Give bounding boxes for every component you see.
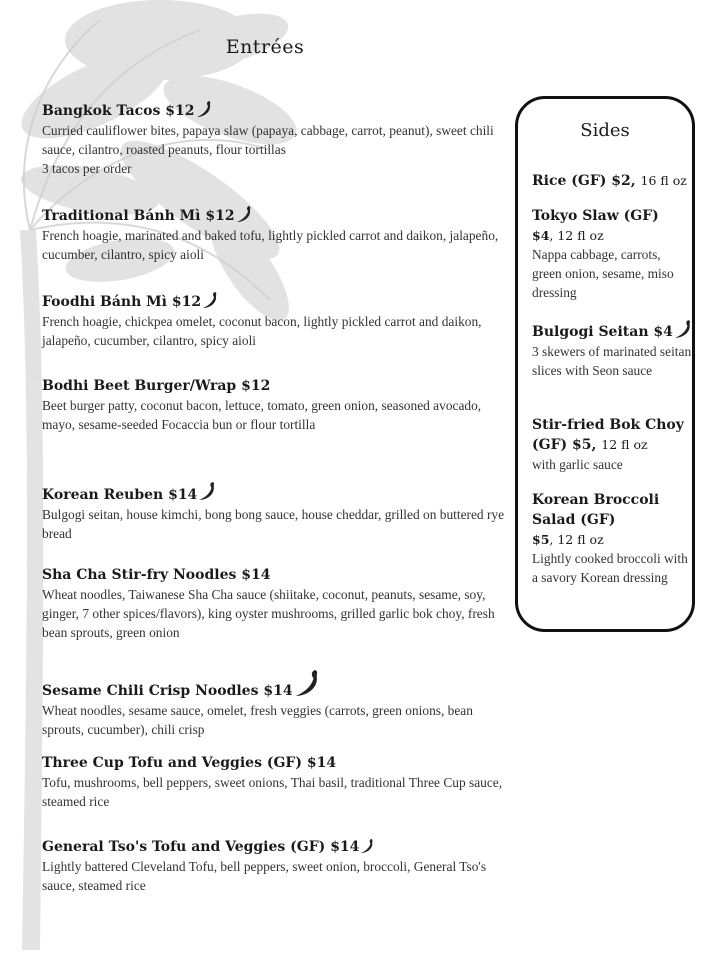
side-item [532,171,692,191]
side-price: $5 [532,532,550,547]
entree-heading [42,205,512,226]
entree-heading [42,291,512,312]
entree-description: French hoagie, chickpea omelet, coconut bacon, lightly pickled carrot and daikon, jalapeño, cucumber, cilantro, spicy aioli [42,314,482,348]
entree-heading [42,753,512,773]
side-item [532,490,692,587]
entree-price: $14 [241,567,271,583]
entree-description: Lightly battered Cleveland Tofu, bell peppers, sweet onion, broccoli, General Tso's sauce, steamed rice [42,859,487,893]
entree-description: Tofu, mushrooms, bell peppers, sweet onions, Thai basil, traditional Three Cup sauce, steamed rice [42,775,503,809]
side-price: $2 [611,173,631,189]
side-heading [532,319,692,342]
side-size: 12 fl oz [557,228,604,243]
entree-description: Curried cauliflower bites, papaya slaw (papaya, cabbage, carrot, peanut), sweet chili sauce, cilantro, roasted peanuts, flour tortillas [42,123,494,157]
entree-heading [42,565,512,585]
side-meta: $5, 12 fl oz [532,532,604,547]
entree-heading [42,376,512,396]
entree-note: 3 tacos per order [42,161,132,176]
chili-pepper-icon [196,100,212,118]
entree-price: $12 [171,294,202,310]
entree-heading [42,837,512,857]
side-price: $4 [532,228,550,243]
entree-heading [42,480,512,505]
side-size: 12 fl oz [601,437,648,452]
chili-pepper-icon [236,205,252,223]
side-description: with garlic sauce [532,457,623,472]
entree-name: Foodhi Bánh Mì [42,294,167,310]
side-name: Rice (GF) [532,173,607,189]
side-name: Bulgogi Seitan [532,324,649,340]
side-description: 3 skewers of marinated seitan slices with Seon sauce [532,344,692,378]
side-meta: $4, 12 fl oz [532,228,604,243]
entree-item [42,565,512,642]
side-description: Nappa cabbage, carrots, green onion, sesame, miso dressing [532,247,674,300]
entree-name: Traditional Bánh Mì [42,208,201,224]
side-heading: Stir-fried Bok Choy (GF) $5, 12 fl oz [532,417,684,453]
entree-item [42,837,512,895]
entree-item [42,668,512,739]
entree-heading [42,100,512,121]
entree-price: $12 [205,208,235,224]
chili-pepper-icon [294,668,320,698]
chili-pepper-icon [198,480,216,502]
entree-heading [42,668,512,701]
entree-name: Bangkok Tacos [42,103,161,119]
entree-item [42,205,512,264]
entree-item [42,480,512,543]
menu-title: Entrées [225,36,305,58]
entree-description: Wheat noodles, Taiwanese Sha Cha sauce (shiitake, coconut, peanuts, sesame, soy, ginger, 7 other spices/flavors), king oyster mushrooms, grilled garlic bok choy, fresh bean sprouts, green onion [42,587,495,640]
side-name: Korean Broccoli Salad (GF) [532,492,660,528]
entree-price: $12 [165,103,195,119]
side-item [532,415,692,474]
sides-panel [515,96,695,632]
entree-description: French hoagie, marinated and baked tofu, lightly pickled carrot and daikon, jalapeño, cucumber, cilantro, spicy aioli [42,228,499,262]
side-price: $4 [653,324,673,340]
entree-name: Sha Cha Stir-fry Noodles [42,567,237,583]
side-item [532,206,692,302]
entree-description: Bulgogi seitan, house kimchi, bong bong sauce, house cheddar, grilled on buttered rye bread [42,507,505,541]
entree-name: Bodhi Beet Burger/Wrap [42,378,237,394]
entree-price: $14 [306,755,337,771]
side-heading: Rice (GF) $2, 16 fl oz [532,173,687,189]
entree-name: Korean Reuben [42,487,164,503]
entree-price: $14 [168,487,198,503]
entree-price: $14 [263,683,293,699]
side-size: 16 fl oz [640,173,687,188]
entree-item [42,376,512,434]
entree-description: Wheat noodles, sesame sauce, omelet, fresh veggies (carrots, green onions, bean sprouts, cucumber), chili crisp [42,703,473,737]
chili-pepper-icon [674,319,692,339]
sides-title: Sides [580,120,630,141]
side-size: 12 fl oz [557,532,604,547]
side-name: Tokyo Slaw (GF) [532,208,659,224]
chili-pepper-icon [360,838,374,854]
entree-name: Three Cup Tofu and Veggies (GF) [42,755,302,771]
entree-price: $14 [330,839,360,855]
side-name: Stir-fried Bok Choy (GF) [532,417,684,453]
entree-price: $12 [241,378,271,394]
entree-description: Beet burger patty, coconut bacon, lettuce, tomato, green onion, seasoned avocado, mayo, sesame-seeded Focaccia bun or flour tortilla [42,398,482,432]
entree-name: General Tso's Tofu and Veggies (GF) [42,839,326,855]
side-description: Lightly cooked broccoli with a savory Korean dressing [532,551,688,585]
entree-item [42,753,512,811]
side-price: $5 [572,437,592,453]
chili-pepper-icon [202,291,218,309]
entree-name: Sesame Chili Crisp Noodles [42,683,259,699]
entree-item [42,100,512,178]
side-item [532,319,692,380]
entree-item [42,291,512,350]
